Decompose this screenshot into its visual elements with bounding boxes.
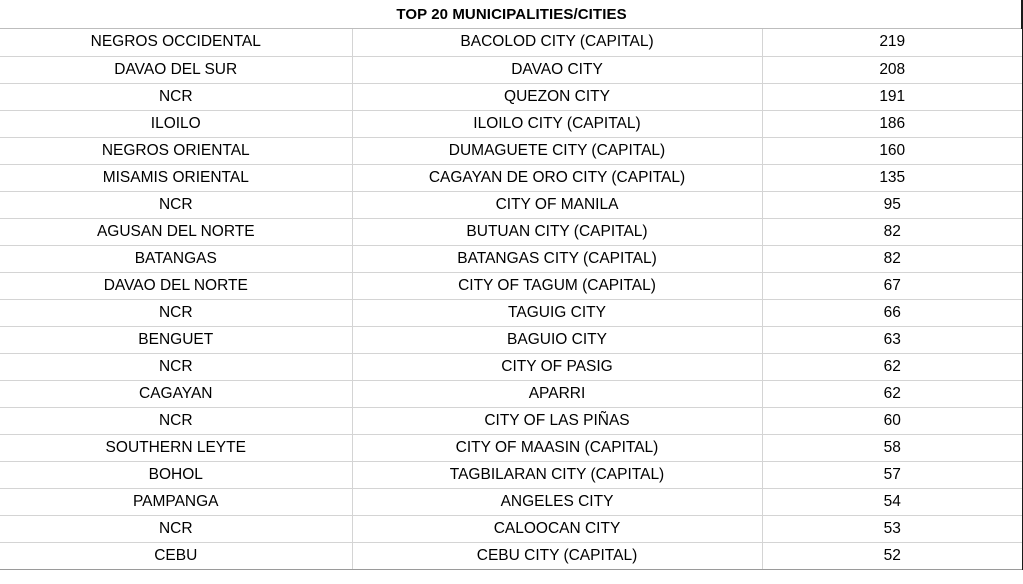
city-cell[interactable]: TAGUIG CITY (352, 299, 762, 326)
count-cell[interactable]: 62 (762, 380, 1023, 407)
table-row (0, 56, 1023, 83)
city-cell[interactable]: CITY OF PASIG (352, 353, 762, 380)
city-cell[interactable]: BAGUIO CITY (352, 326, 762, 353)
province-cell[interactable]: DAVAO DEL NORTE (0, 272, 352, 299)
province-cell[interactable]: NEGROS OCCIDENTAL (0, 29, 352, 56)
table-row (0, 29, 1023, 56)
city-cell[interactable]: APARRI (352, 380, 762, 407)
count-cell[interactable]: 219 (762, 29, 1023, 56)
count-cell[interactable]: 160 (762, 137, 1023, 164)
city-cell[interactable]: TAGBILARAN CITY (CAPITAL) (352, 461, 762, 488)
table-title-row (0, 0, 1023, 29)
city-cell[interactable]: BACOLOD CITY (CAPITAL) (352, 29, 762, 56)
table-row (0, 461, 1023, 488)
count-cell[interactable]: 82 (762, 245, 1023, 272)
table-row (0, 218, 1023, 245)
count-cell[interactable]: 67 (762, 272, 1023, 299)
table-row (0, 272, 1023, 299)
count-cell[interactable]: 82 (762, 218, 1023, 245)
count-cell[interactable]: 95 (762, 191, 1023, 218)
province-cell[interactable]: NCR (0, 191, 352, 218)
table-row (0, 380, 1023, 407)
province-cell[interactable]: NCR (0, 83, 352, 110)
table-title: TOP 20 MUNICIPALITIES/CITIES (396, 5, 627, 23)
province-cell[interactable]: DAVAO DEL SUR (0, 56, 352, 83)
table-row (0, 83, 1023, 110)
province-cell[interactable]: NEGROS ORIENTAL (0, 137, 352, 164)
province-cell[interactable]: CEBU (0, 542, 352, 569)
province-cell[interactable]: NCR (0, 299, 352, 326)
province-cell[interactable]: NCR (0, 515, 352, 542)
city-cell[interactable]: CITY OF MAASIN (CAPITAL) (352, 434, 762, 461)
province-cell[interactable]: AGUSAN DEL NORTE (0, 218, 352, 245)
count-cell[interactable]: 186 (762, 110, 1023, 137)
table-row (0, 434, 1023, 461)
table-row (0, 191, 1023, 218)
city-cell[interactable]: ANGELES CITY (352, 488, 762, 515)
city-cell[interactable]: BATANGAS CITY (CAPITAL) (352, 245, 762, 272)
table-row (0, 542, 1023, 569)
province-cell[interactable]: CAGAYAN (0, 380, 352, 407)
top-cities-table (0, 29, 1023, 570)
city-cell[interactable]: BUTUAN CITY (CAPITAL) (352, 218, 762, 245)
table-body (0, 29, 1023, 569)
count-cell[interactable]: 52 (762, 542, 1023, 569)
city-cell[interactable]: CITY OF LAS PIÑAS (352, 407, 762, 434)
table-row (0, 245, 1023, 272)
city-cell[interactable]: CITY OF TAGUM (CAPITAL) (352, 272, 762, 299)
count-cell[interactable]: 60 (762, 407, 1023, 434)
count-cell[interactable]: 54 (762, 488, 1023, 515)
city-cell[interactable]: CAGAYAN DE ORO CITY (CAPITAL) (352, 164, 762, 191)
table-row (0, 515, 1023, 542)
province-cell[interactable]: BENGUET (0, 326, 352, 353)
count-cell[interactable]: 57 (762, 461, 1023, 488)
table-row (0, 137, 1023, 164)
province-cell[interactable]: MISAMIS ORIENTAL (0, 164, 352, 191)
count-cell[interactable]: 208 (762, 56, 1023, 83)
table-row (0, 299, 1023, 326)
table-row (0, 407, 1023, 434)
province-cell[interactable]: BATANGAS (0, 245, 352, 272)
city-cell[interactable]: CITY OF MANILA (352, 191, 762, 218)
province-cell[interactable]: ILOILO (0, 110, 352, 137)
city-cell[interactable]: CALOOCAN CITY (352, 515, 762, 542)
count-cell[interactable]: 63 (762, 326, 1023, 353)
count-cell[interactable]: 191 (762, 83, 1023, 110)
city-cell[interactable]: DAVAO CITY (352, 56, 762, 83)
city-cell[interactable]: ILOILO CITY (CAPITAL) (352, 110, 762, 137)
table-row (0, 488, 1023, 515)
count-cell[interactable]: 66 (762, 299, 1023, 326)
province-cell[interactable]: SOUTHERN LEYTE (0, 434, 352, 461)
table-row (0, 353, 1023, 380)
province-cell[interactable]: PAMPANGA (0, 488, 352, 515)
city-cell[interactable]: DUMAGUETE CITY (CAPITAL) (352, 137, 762, 164)
province-cell[interactable]: NCR (0, 353, 352, 380)
city-cell[interactable]: CEBU CITY (CAPITAL) (352, 542, 762, 569)
province-cell[interactable]: BOHOL (0, 461, 352, 488)
count-cell[interactable]: 135 (762, 164, 1023, 191)
count-cell[interactable]: 53 (762, 515, 1023, 542)
table-row (0, 326, 1023, 353)
table-row (0, 164, 1023, 191)
province-cell[interactable]: NCR (0, 407, 352, 434)
count-cell[interactable]: 58 (762, 434, 1023, 461)
count-cell[interactable]: 62 (762, 353, 1023, 380)
table-row (0, 110, 1023, 137)
city-cell[interactable]: QUEZON CITY (352, 83, 762, 110)
